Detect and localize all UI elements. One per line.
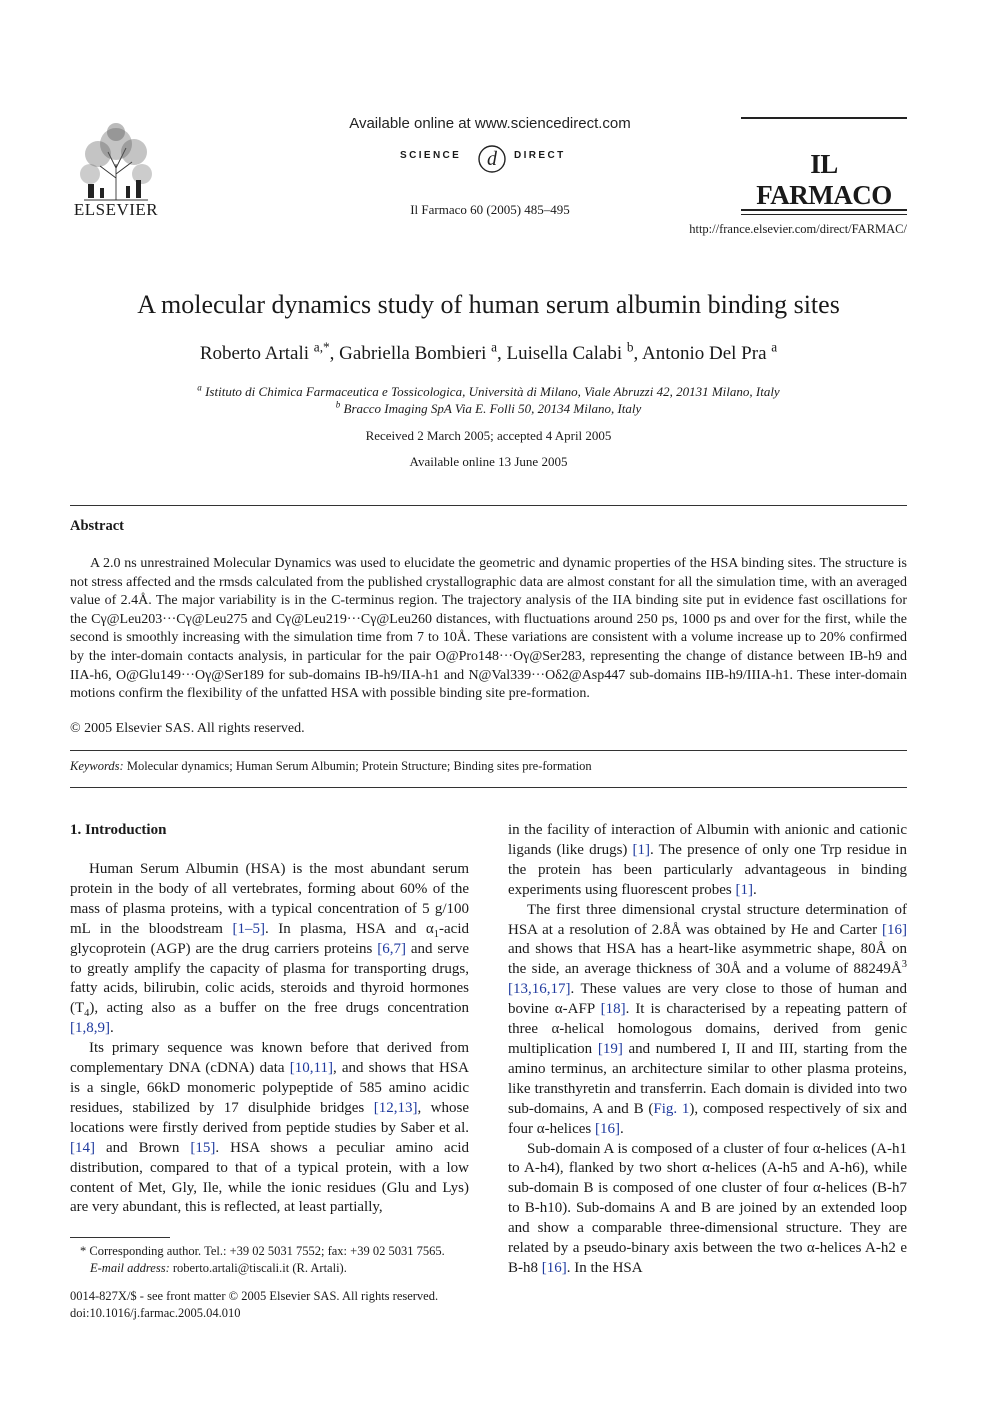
citation-link[interactable]: [1] [632,841,651,858]
paragraph: Sub-domain A is composed of a cluster of four α-helices (A-h1 to A-h4), flanked by two short α-helices (A-h5 and A-h6), while sub-domain B is composed of one cluster of four α-helices (B-h7 to B-h10). Sub-domains A and B are joined by an extended loop and show a comparable three-dimensional structure. They are related by a pseudo-binary axis between the two α-helices A-h2 e B-h8 [16]. In the HSA [508,1140,907,1276]
journal-rule-bottom-2 [741,214,907,215]
author-affil-mark: a [491,339,498,355]
author-affil-mark: a [771,339,778,355]
sciencedirect-logo-left: SCIENCE [400,150,462,161]
citation-link[interactable]: [13,16,17] [508,981,571,998]
author-sep: , [329,343,340,364]
received-dates: Received 2 March 2005; accepted 4 April 2005 [365,428,612,443]
sciencedirect-logo-right: DIRECT [514,150,566,161]
journal-name: IL FARMACO [756,149,892,210]
paragraph: Its primary sequence was known before that derived from complementary DNA (cDNA) data [10,11], and shows that HSA is a single, 66kD monomeric polypeptide of 585 amino acidic residues, stabilized by 17 disulphide bridges [12,13], whose locations were firstly derived from peptide studies by Saber et al. [14] and Brown [15]. HSA shows a peculiar amino acid distribution, compared to that of a typical protein, with a low content of Met, Gly, Ile, while the ionic residues (Glu and Lys) are very abundant, this is reflected, at least partially, [70,1040,469,1216]
author-list [70,339,907,365]
journal-rule-top [741,117,907,119]
citation-link[interactable]: [16] [595,1120,620,1137]
author-name[interactable]: Gabriella Bombieri [339,343,487,364]
sciencedirect-at-glyph: d [487,148,497,170]
citation-link[interactable]: [15] [190,1139,216,1156]
sciencedirect-logo[interactable] [380,138,600,178]
keywords [70,759,907,774]
available-date: Available online 13 June 2005 [409,454,568,469]
citation-link[interactable]: [1] [735,881,753,898]
section-heading: 1. Introduction [70,822,167,838]
author-affil-mark: a,* [313,339,330,355]
author-sep: , [633,343,642,364]
affiliation-b [70,401,907,417]
sciencedirect-at-icon [475,140,509,174]
citation-link[interactable]: [6,7] [377,940,406,957]
affiliation-a [70,384,907,400]
divider-keywords-bottom [70,787,907,788]
citation-link[interactable]: [18] [600,1001,626,1018]
citation-link[interactable]: [1,8,9] [70,1020,110,1037]
paragraph: The first three dimensional crystal structure determination of HSA at a resolution of 2.8Å was obtained by He and Carter [16] and shows that HSA has a heart-like asymmetric shape, 80Å on the side, an average thickness of 30Å and a volume of $88249Å^3$ [13,16,17]. These values are very close to those of human and bovine α-AFP [18]. It is characterised by a repeating pattern of three α-helical homologous domains, derived from genic multiplication [19] and numbered I, II and III, starting from the amino terminus, an architecture similar to other plasma proteins, like transthyretin and transferrin. Each domain is divided into two sub-domains, A and B (Fig. 1), composed respectively of six and four α-helices [16]. [508,901,908,1137]
corresponding-footnote [70,1243,490,1277]
front-matter [70,1288,490,1322]
citation-link[interactable]: [1–5] [232,920,265,937]
figure-link[interactable]: Fig. 1 [653,1100,690,1117]
keywords-text: Molecular dynamics; Human Serum Albumin; Protein Structure; Binding sites pre-formation [126,759,592,773]
journal-url-link[interactable]: http://france.elsevier.com/direct/FARMAC/ [689,222,907,236]
affiliation-mark: b [335,399,341,410]
publisher-name: ELSEVIER [73,200,159,219]
citation-link[interactable]: [14] [70,1139,95,1156]
citation-link[interactable]: [12,13] [373,1099,418,1116]
affiliation-text: Istituto di Chimica Farmaceutica e Tossicologica, Università di Milano, Viale Abruzzi 42, 20131 Milano, Italy [205,384,780,399]
paragraph: Human Serum Albumin (HSA) is the most abundant serum protein in the body of all vertebrates, forming about 60% of the mass of plasma proteins, with a typical concentration of 5 g/100 mL in the bloodstream [1–5]. In plasma, HSA and $\alpha_1$-acid glycoprotein (AGP) are the drug carriers proteins [6,7] and serve to greatly amplify the capacity of plasma for transporting drugs, fatty acids, bilirubin, colic acids, steroids and thyroid hormones $(T_4)$, acting also as a buffer on the free drugs concentration [1,8,9]. [70,861,470,1037]
author-name[interactable]: Roberto Artali [199,343,310,364]
divider-top [70,505,907,506]
right-column [508,821,907,1279]
citation-link[interactable]: [19] [597,1040,623,1057]
email-line [70,1260,490,1277]
journal-citation: Il Farmaco 60 (2005) 485–495 [410,202,570,217]
keywords-label: Keywords: [70,759,124,773]
author-name[interactable]: Antonio Del Pra [641,343,767,364]
citation-link[interactable]: [10,11] [289,1060,333,1077]
available-online-link[interactable]: Available online at www.sciencedirect.com [349,115,631,132]
corresponding-author: * Corresponding author. Tel.: +39 02 5031 7552; fax: +39 02 5031 7565. [80,1244,445,1258]
author-affil-mark: b [626,339,634,355]
author-sep: , [497,343,507,364]
divider-keywords-top [70,750,907,751]
citation-link[interactable]: [16] [882,921,907,938]
left-column [70,860,469,1218]
issn-line: 0014-827X/$ - see front matter © 2005 Elsevier SAS. All rights reserved. [70,1289,439,1303]
doi-line[interactable]: doi:10.1016/j.farmac.2005.04.010 [70,1306,241,1320]
article-title: A molecular dynamics study of human serum albumin binding sites [137,290,840,319]
journal-rule-bottom-1 [741,209,907,211]
affiliation-mark: a [197,382,202,393]
citation-link[interactable]: [16] [541,1259,567,1276]
abstract-copyright: © 2005 Elsevier SAS. All rights reserved. [70,721,305,736]
abstract-text: A 2.0 ns unrestrained Molecular Dynamics was used to elucidate the geometric and dynamic properties of the HSA binding sites. The structure is not stress affected and the rmsds calculated from the published crystallographic data are almost constant for all the simulation time, with an averaged value of 2.4Å. The major variability is in the C-terminus region. The trajectory analysis of the IIA binding site put in evidence fast oscillations for the Cγ@Leu203···Cγ@Leu275 and Cγ@Leu219···Cγ@Leu260 distances, with fluctuations around 250 ps, 1000 ps and over for the first, while the second is smoothly increasing with the simulation time from 7 to 10Å. These variations are consistent with a volume increase up to 20% confirmed by the inter-domain contacts analysis, in particular for the pair O@Pro148···Oγ@Ser283, representing the change of distance between IB-h9 and IIA-h6, O@Glu149···Oγ@Ser189 for sub-domains IB-h9/IIA-h1 and N@Val339···Oδ2@Asp447 sub-domains IIB-h9/IIIA-h1. These inter-domain motions confirm the flexibility of the unfatted HSA with possible binding site pre-formation. [70,556,907,702]
author-name[interactable]: Luisella Calabi [506,343,623,364]
affiliation-text: Bracco Imaging SpA Via E. Folli 50, 20134 Milano, Italy [343,401,642,416]
footnote-rule [70,1237,170,1238]
abstract-heading: Abstract [70,518,124,534]
paragraph: in the facility of interaction of Albumin with anionic and cationic ligands (like drugs) [1]. The presence of only one Trp residue in the protein has been particularly advantageous in binding experiments using fluorescent probes [1]. [508,822,907,898]
email-address[interactable]: roberto.artali@tiscali.it (R. Artali). [172,1261,347,1275]
email-label: E-mail address: [90,1261,170,1275]
